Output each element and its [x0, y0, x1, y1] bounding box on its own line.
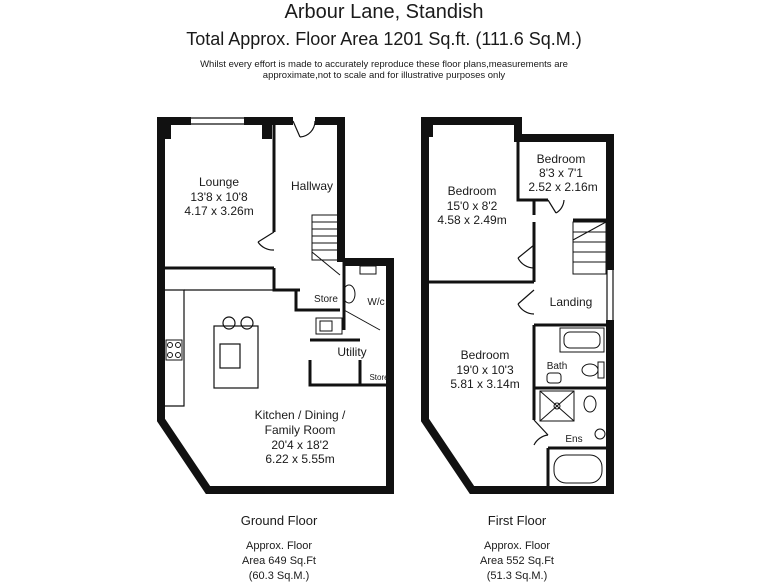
kitchen-island	[214, 317, 258, 388]
bedroom-rear-metric: 5.81 x 3.14m	[450, 377, 520, 391]
bedroom-small-name: Bedroom	[536, 152, 586, 166]
lounge-name: Lounge	[198, 175, 240, 189]
first-floor-area-line-1: Approx. Floor	[483, 540, 551, 552]
first-floor-area-line-3: (51.3 Sq.M.)	[486, 570, 548, 582]
ground-floor-area-line-1: Approx. Floor	[245, 540, 313, 552]
bathtub-icon	[560, 328, 604, 352]
kitchen-name-line-2: Family Room	[264, 423, 336, 437]
ensuite-shower-icon	[540, 391, 574, 421]
kitchen-name-line-1: Kitchen / Dining /	[254, 408, 346, 422]
bedroom-small-metric: 2.52 x 2.16m	[528, 180, 598, 194]
front-door	[293, 121, 315, 137]
utility-name: Utility	[337, 345, 367, 359]
lounge-window	[191, 118, 244, 124]
bedroom-rear-imperial: 19'0 x 10'3	[456, 363, 514, 377]
ground-floor-area-line-2: Area 649 Sq.Ft	[242, 555, 316, 567]
disclaimer-line-2: approximate,not to scale and for illustrative purposes only	[262, 70, 506, 81]
wall-pier	[157, 117, 171, 139]
bedroom-rear-name: Bedroom	[460, 348, 510, 362]
lounge-metric: 4.17 x 3.26m	[184, 204, 254, 218]
store-name-2: Store	[369, 373, 389, 382]
ground-floor-area-line-3: (60.3 Sq.M.)	[248, 570, 310, 582]
bedroom-front-name: Bedroom	[447, 184, 497, 198]
first-floor-doors	[518, 200, 564, 445]
wc-name: W/c	[367, 297, 385, 308]
page-title: Arbour Lane, Standish	[284, 1, 484, 23]
lounge-door	[258, 232, 274, 250]
wall-pier	[262, 117, 272, 139]
bath-name: Bath	[546, 361, 568, 372]
first-floor-area-line-2: Area 552 Sq.Ft	[480, 555, 554, 567]
kitchen-metric: 6.22 x 5.55m	[265, 452, 335, 466]
utility-sink-icon	[316, 318, 342, 334]
disclaimer-line-1: Whilst every effort is made to accurately reproduce these floor plans,measurements are	[200, 59, 568, 70]
hallway-name: Hallway	[290, 179, 334, 193]
total-floor-area: Total Approx. Floor Area 1201 Sq.ft. (111.6 Sq.M.)	[186, 29, 582, 49]
ens-name: Ens	[565, 434, 583, 445]
bedroom-small-imperial: 8'3 x 7'1	[539, 166, 583, 180]
first-floor-stairs	[573, 222, 606, 274]
ground-floor-area	[179, 539, 379, 584]
first-floor-title: First Floor	[487, 513, 547, 528]
ensuite-bath-icon	[554, 455, 602, 483]
ensuite-basin-icon	[595, 429, 605, 439]
first-floor-area	[417, 539, 617, 584]
landing-name: Landing	[549, 295, 593, 309]
ground-floor-stairs	[312, 215, 340, 275]
wall-pier	[421, 117, 433, 137]
hob-icon	[166, 340, 182, 360]
ground-floor-title: Ground Floor	[240, 513, 318, 528]
bath-basin-icon	[547, 373, 561, 383]
ground-floor-room-labels	[184, 175, 389, 466]
lounge-imperial: 13'8 x 10'8	[190, 190, 248, 204]
bath-toilet-icon	[582, 362, 604, 378]
ensuite-toilet-icon	[584, 396, 596, 412]
bedroom-front-imperial: 15'0 x 8'2	[446, 199, 498, 213]
kitchen-imperial: 20'4 x 18'2	[271, 438, 329, 452]
store-name: Store	[314, 294, 338, 305]
bedroom-front-metric: 4.58 x 2.49m	[437, 213, 507, 227]
